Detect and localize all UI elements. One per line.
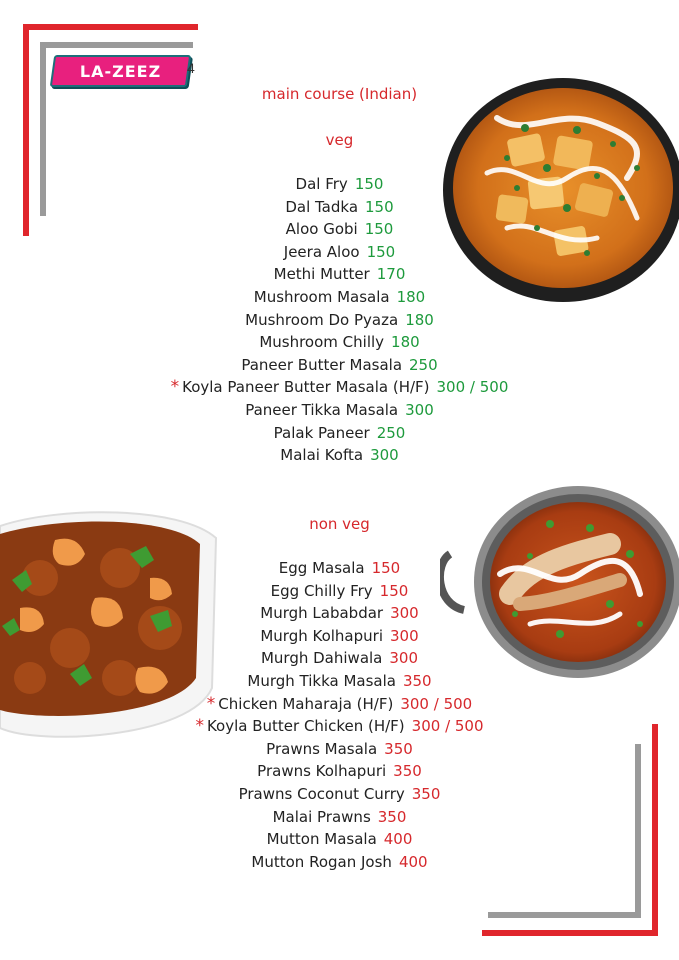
item-price: 300 / 500	[400, 694, 473, 713]
item-price: 350	[377, 807, 407, 826]
menu-item	[0, 376, 679, 399]
item-price: 300	[405, 400, 434, 419]
frame-red-horizontal-bottom	[482, 930, 658, 936]
item-name: Murgh Dahiwala	[260, 649, 383, 668]
item-name: Dal Fry	[295, 175, 348, 193]
menu-item	[0, 444, 679, 467]
item-price: 180	[391, 333, 420, 352]
menu-item	[0, 331, 679, 354]
item-name: Koyla Paneer Butter Masala (H/F)	[182, 378, 430, 397]
item-name: Murgh Lababdar	[260, 604, 384, 623]
item-name: Murgh Tikka Masala	[247, 671, 396, 690]
item-price: 250	[409, 355, 438, 374]
brand-logo	[50, 55, 191, 87]
prawn-masala-bowl-image	[0, 498, 222, 748]
item-name: Prawns Kolhapuri	[257, 762, 387, 781]
item-price: 150	[366, 242, 396, 261]
item-price: 350	[411, 784, 441, 803]
item-name: Mushroom Chilly	[259, 333, 385, 352]
section-title: main course (Indian)	[261, 85, 418, 103]
item-price: 300	[390, 604, 419, 623]
menu-item	[0, 399, 679, 422]
menu-item	[0, 422, 679, 445]
item-price: 150	[365, 197, 394, 216]
item-price: 300	[370, 446, 399, 465]
item-name: Malai Kofta	[280, 446, 364, 465]
item-price: 400	[398, 852, 428, 871]
menu-item	[0, 828, 679, 851]
frame-gray-horizontal-top	[40, 42, 193, 48]
menu-item	[0, 760, 679, 783]
item-price: 150	[364, 220, 394, 239]
item-name: Prawns Coconut Curry	[238, 784, 405, 803]
frame-red-horizontal-top	[23, 24, 198, 30]
item-name: Mushroom Masala	[253, 287, 390, 306]
item-name: Koyla Butter Chicken (H/F)	[206, 717, 405, 736]
item-name: Paneer Tikka Masala	[245, 400, 399, 419]
item-name: Prawns Masala	[266, 739, 378, 758]
item-name: Dal Tadka	[285, 197, 359, 216]
item-name: Jeera Aloo	[283, 242, 360, 261]
item-price: 350	[393, 762, 422, 781]
star-icon: *	[170, 377, 180, 398]
item-name: Mutton Masala	[266, 830, 377, 849]
item-price: 150	[371, 559, 401, 577]
item-name: Paneer Butter Masala	[241, 355, 403, 374]
butter-chicken-kadai-image	[440, 484, 679, 684]
star-icon: *	[195, 716, 204, 737]
item-price: 350	[402, 671, 432, 690]
item-price: 300	[390, 626, 419, 645]
item-name: Mushroom Do Pyaza	[245, 310, 399, 329]
item-price: 150	[379, 581, 409, 600]
item-price: 170	[376, 265, 406, 284]
item-price: 180	[405, 310, 434, 329]
menu-item	[0, 354, 679, 377]
menu-item	[0, 309, 679, 332]
item-price: 150	[354, 175, 384, 193]
page-number: 4	[187, 60, 195, 76]
menu-item	[0, 783, 679, 806]
item-price: 350	[384, 739, 413, 758]
item-price: 400	[383, 830, 413, 849]
item-name: Palak Paneer	[273, 423, 370, 442]
item-name: Chicken Maharaja (H/F)	[218, 694, 394, 713]
veg-heading: veg	[325, 131, 354, 149]
item-name: Egg Chilly Fry	[270, 581, 373, 600]
item-price: 300	[389, 649, 419, 668]
nonveg-heading: non veg	[309, 515, 370, 533]
menu-item	[0, 851, 679, 874]
paneer-curry-bowl-image	[437, 78, 679, 306]
item-name: Mutton Rogan Josh	[251, 852, 392, 871]
frame-gray-horizontal-bottom	[488, 912, 641, 918]
item-name: Murgh Kolhapuri	[260, 626, 383, 645]
item-name: Egg Masala	[278, 559, 365, 577]
item-name: Malai Prawns	[272, 807, 371, 826]
item-name: Aloo Gobi	[285, 220, 358, 239]
item-name: Methi Mutter	[273, 265, 370, 284]
star-icon: *	[206, 693, 216, 714]
brand-logo-text: LA-ZEEZ	[79, 61, 162, 81]
menu-item	[0, 806, 679, 829]
item-price: 300 / 500	[411, 717, 484, 736]
item-price: 180	[396, 287, 426, 306]
item-price: 300 / 500	[436, 378, 509, 397]
item-price: 250	[376, 423, 406, 442]
